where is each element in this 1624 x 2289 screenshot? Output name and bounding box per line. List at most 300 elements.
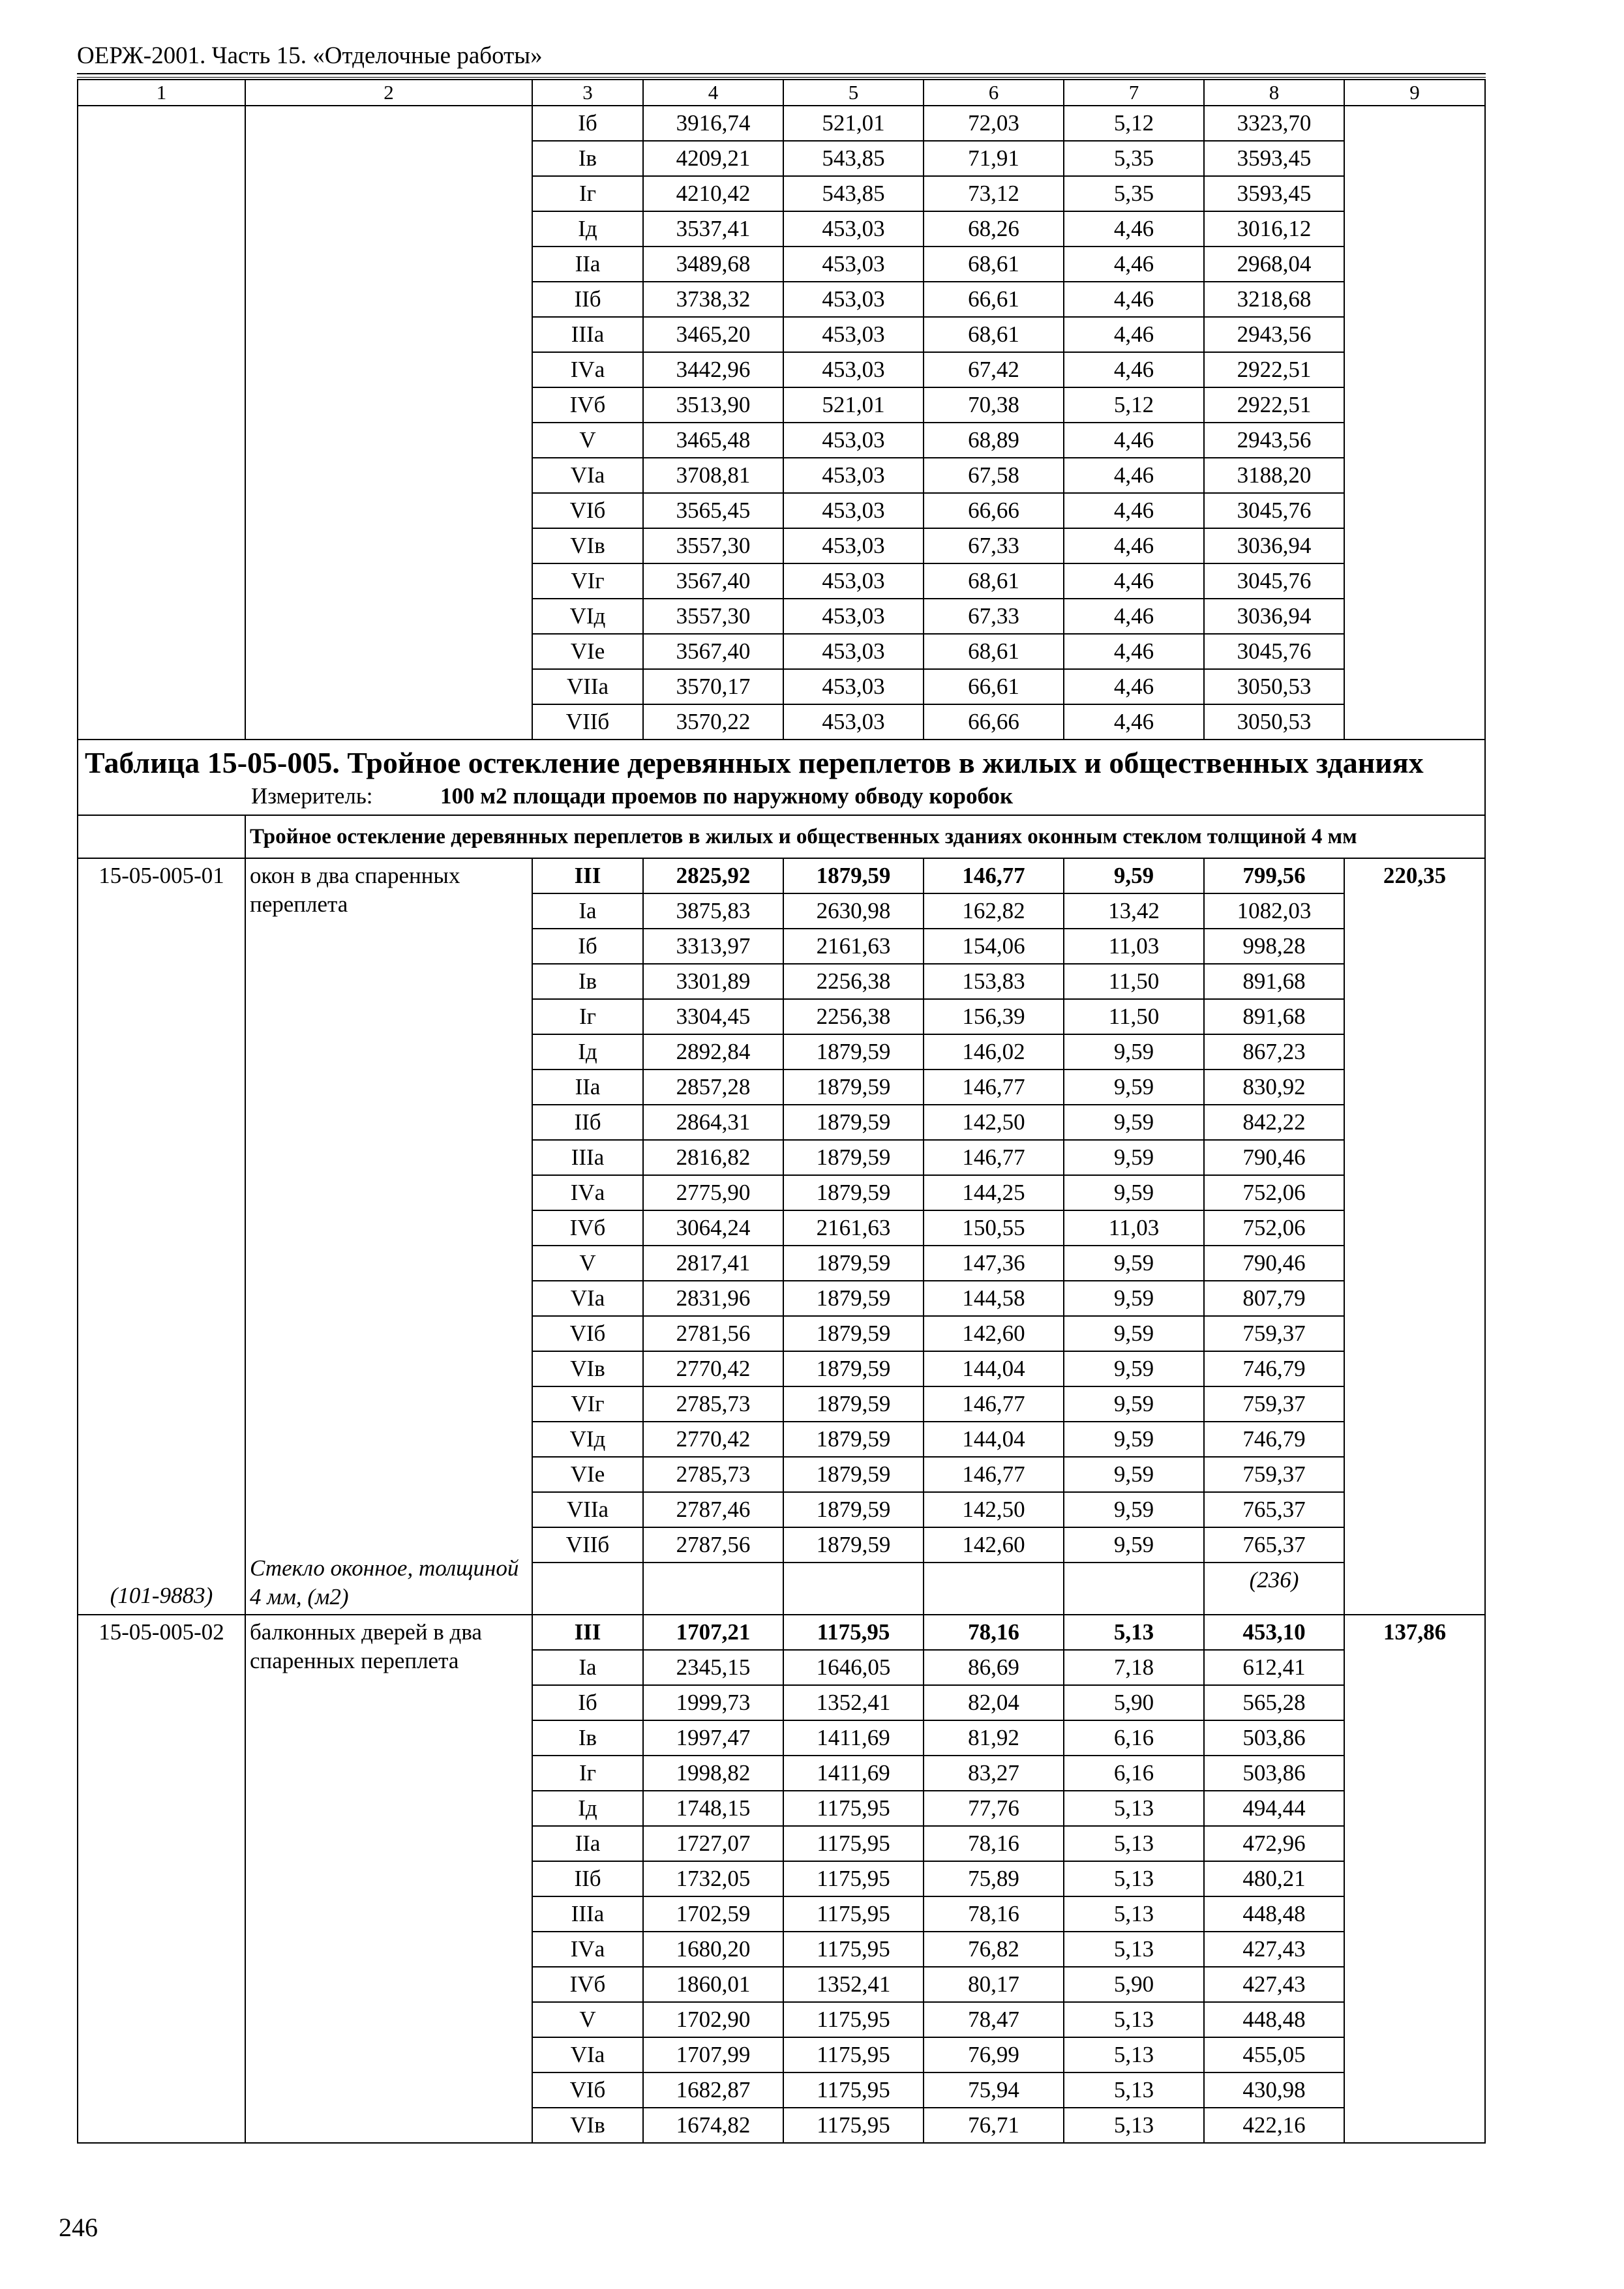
price-cell: 2775,90 (643, 1175, 783, 1210)
price-cell: 3218,68 (1204, 282, 1344, 317)
price-cell: 752,06 (1204, 1175, 1344, 1210)
price-cell: 5,13 (1064, 1932, 1204, 1967)
price-cell: 5,13 (1064, 1791, 1204, 1826)
price-cell: 759,37 (1204, 1316, 1344, 1351)
price-cell: 78,47 (924, 2002, 1064, 2037)
price-cell: 4,46 (1064, 211, 1204, 247)
price-cell: 146,02 (924, 1034, 1064, 1070)
price-cell: 867,23 (1204, 1034, 1344, 1070)
price-cell: 150,55 (924, 1210, 1064, 1246)
price-cell: 3323,70 (1204, 106, 1344, 141)
price-cell: 2770,42 (643, 1351, 783, 1386)
price-cell: 503,86 (1204, 1720, 1344, 1756)
price-cell: 3304,45 (643, 999, 783, 1034)
price-cell: 1411,69 (783, 1756, 924, 1791)
price-cell: 76,71 (924, 2108, 1064, 2143)
zone-cell: VIб (532, 1316, 643, 1351)
zone-cell: VIд (532, 599, 643, 634)
price-cell: 1175,95 (783, 2037, 924, 2072)
price-cell: 543,85 (783, 141, 924, 176)
price-cell: 521,01 (783, 387, 924, 423)
zone-cell: VIг (532, 563, 643, 599)
price-cell: 5,13 (1064, 2072, 1204, 2108)
code-cell (78, 106, 245, 740)
zone-cell: Iг (532, 999, 643, 1034)
item-code-cell (78, 1615, 245, 2143)
measure-line (85, 782, 1478, 811)
column-number-6: 6 (924, 80, 1064, 106)
price-cell: 2864,31 (643, 1105, 783, 1140)
price-cell: 77,76 (924, 1791, 1064, 1826)
price-cell: 68,89 (924, 423, 1064, 458)
price-cell: 3567,40 (643, 563, 783, 599)
price-cell: 3050,53 (1204, 704, 1344, 740)
price-cell: 9,59 (1064, 1105, 1204, 1140)
price-cell: 3188,20 (1204, 458, 1344, 493)
price-cell: 3513,90 (643, 387, 783, 423)
zone-cell: Iд (532, 1034, 643, 1070)
zone-cell: VIа (532, 2037, 643, 2072)
price-cell: 2922,51 (1204, 352, 1344, 387)
price-cell: 3016,12 (1204, 211, 1344, 247)
price-cell: 472,96 (1204, 1826, 1344, 1861)
price-cell: 891,68 (1204, 999, 1344, 1034)
price-cell: 146,77 (924, 1070, 1064, 1105)
price-cell: 2825,92 (643, 858, 783, 893)
price-cell: 3045,76 (1204, 493, 1344, 528)
price-cell: 68,61 (924, 317, 1064, 352)
price-cell: 11,50 (1064, 999, 1204, 1034)
table-row (78, 1615, 1485, 1650)
price-cell: 1702,59 (643, 1896, 783, 1932)
price-cell: 5,90 (1064, 1967, 1204, 2002)
price-cell: 1175,95 (783, 2108, 924, 2143)
price-cell: 78,16 (924, 1826, 1064, 1861)
price-cell: 453,03 (783, 423, 924, 458)
zone-cell: IVа (532, 1175, 643, 1210)
price-cell: 66,61 (924, 282, 1064, 317)
price-cell: 153,83 (924, 964, 1064, 999)
item-name: балконных дверей в два спаренных переплета (250, 1619, 482, 1673)
zone-cell: IVб (532, 387, 643, 423)
price-cell: 752,06 (1204, 1210, 1344, 1246)
resource-qty: (236) (1204, 1563, 1344, 1615)
price-cell: 78,16 (924, 1615, 1064, 1650)
price-cell: 2770,42 (643, 1422, 783, 1457)
zone-cell: Iб (532, 1685, 643, 1720)
price-cell: 842,22 (1204, 1105, 1344, 1140)
price-cell: 68,61 (924, 563, 1064, 599)
price-cell: 2345,15 (643, 1650, 783, 1685)
price-cell: 4,46 (1064, 423, 1204, 458)
price-cell: 9,59 (1064, 1492, 1204, 1527)
subtitle-row (78, 815, 1485, 858)
column-number-row (78, 80, 1485, 106)
zone-cell: V (532, 1246, 643, 1281)
price-cell: 3557,30 (643, 599, 783, 634)
zone-cell: Iв (532, 141, 643, 176)
price-cell: 1879,59 (783, 1175, 924, 1210)
price-cell: 2943,56 (1204, 317, 1344, 352)
zone-cell: V (532, 423, 643, 458)
zone-cell: IIа (532, 1826, 643, 1861)
zone-cell: IIIа (532, 1896, 643, 1932)
price-cell: 759,37 (1204, 1457, 1344, 1492)
price-cell: 5,13 (1064, 1896, 1204, 1932)
price-cell: 2968,04 (1204, 247, 1344, 282)
column-number-9: 9 (1344, 80, 1485, 106)
price-cell: 142,50 (924, 1492, 1064, 1527)
zone-cell: VIе (532, 1457, 643, 1492)
price-cell: 453,03 (783, 247, 924, 282)
price-cell: 1175,95 (783, 2002, 924, 2037)
price-cell: 3708,81 (643, 458, 783, 493)
zone-cell: Iб (532, 929, 643, 964)
price-cell: 2630,98 (783, 893, 924, 929)
price-cell: 453,03 (783, 704, 924, 740)
zone-cell: IIа (532, 247, 643, 282)
price-cell: 1879,59 (783, 1316, 924, 1351)
price-cell: 67,33 (924, 599, 1064, 634)
zone-cell: VIе (532, 634, 643, 669)
column-number-2: 2 (245, 80, 532, 106)
price-cell: 3875,83 (643, 893, 783, 929)
price-cell: 2787,56 (643, 1527, 783, 1563)
zone-cell: Iд (532, 1791, 643, 1826)
item-col9: 137,86 (1344, 1615, 1485, 2143)
price-cell: 11,50 (1064, 964, 1204, 999)
zone-cell: III (532, 858, 643, 893)
price-cell: 4209,21 (643, 141, 783, 176)
zone-cell: Iв (532, 1720, 643, 1756)
price-cell: 1879,59 (783, 1246, 924, 1281)
price-cell: 1999,73 (643, 1685, 783, 1720)
table-title-row (78, 740, 1485, 815)
price-cell: 830,92 (1204, 1070, 1344, 1105)
price-cell: 66,66 (924, 493, 1064, 528)
price-cell: 4,46 (1064, 282, 1204, 317)
zone-cell: VIIб (532, 1527, 643, 1563)
zone-cell: VIб (532, 493, 643, 528)
price-cell: 3442,96 (643, 352, 783, 387)
price-cell: 503,86 (1204, 1756, 1344, 1791)
price-cell: 9,59 (1064, 1422, 1204, 1457)
header-rule-thin (77, 77, 1486, 78)
price-cell: 3036,94 (1204, 599, 1344, 634)
price-cell: 5,12 (1064, 387, 1204, 423)
price-cell: 2922,51 (1204, 387, 1344, 423)
price-cell: 67,58 (924, 458, 1064, 493)
price-cell: 76,99 (924, 2037, 1064, 2072)
column-number-3: 3 (532, 80, 643, 106)
zone-cell: VIIа (532, 1492, 643, 1527)
price-cell: 144,58 (924, 1281, 1064, 1316)
price-cell: 9,59 (1064, 1351, 1204, 1386)
price-cell: 162,82 (924, 893, 1064, 929)
price-cell: 1879,59 (783, 858, 924, 893)
zone-cell: Iг (532, 1756, 643, 1791)
price-cell: 11,03 (1064, 1210, 1204, 1246)
price-cell: 5,35 (1064, 141, 1204, 176)
price-cell: 427,43 (1204, 1967, 1344, 2002)
zone-cell: IIIа (532, 317, 643, 352)
price-cell: 146,77 (924, 1386, 1064, 1422)
price-cell: 1682,87 (643, 2072, 783, 2108)
price-cell: 1879,59 (783, 1527, 924, 1563)
zone-cell: VIв (532, 528, 643, 563)
zone-cell: IVа (532, 352, 643, 387)
zone-cell: Iа (532, 1650, 643, 1685)
price-cell: 3537,41 (643, 211, 783, 247)
item-code: 15-05-005-02 (98, 1619, 224, 1645)
zone-cell: VIIа (532, 669, 643, 704)
resource-empty-cell (783, 1563, 924, 1615)
price-cell: 66,66 (924, 704, 1064, 740)
price-cell: 765,37 (1204, 1527, 1344, 1563)
price-cell: 70,38 (924, 387, 1064, 423)
price-cell: 66,61 (924, 669, 1064, 704)
price-cell: 154,06 (924, 929, 1064, 964)
price-cell: 1082,03 (1204, 893, 1344, 929)
price-cell: 156,39 (924, 999, 1064, 1034)
price-cell: 3570,22 (643, 704, 783, 740)
price-cell: 1860,01 (643, 1967, 783, 2002)
price-cell: 453,03 (783, 634, 924, 669)
price-cell: 453,03 (783, 211, 924, 247)
price-cell: 1879,59 (783, 1034, 924, 1070)
price-cell: 5,13 (1064, 1861, 1204, 1896)
price-cell: 4210,42 (643, 176, 783, 211)
price-cell: 455,05 (1204, 2037, 1344, 2072)
price-cell: 494,44 (1204, 1791, 1344, 1826)
zone-cell: Iа (532, 893, 643, 929)
zone-cell: VIа (532, 1281, 643, 1316)
price-cell: 75,94 (924, 2072, 1064, 2108)
price-cell: 480,21 (1204, 1861, 1344, 1896)
zone-cell: VIIб (532, 704, 643, 740)
price-cell: 5,13 (1064, 2002, 1204, 2037)
zone-cell: VIг (532, 1386, 643, 1422)
price-cell: 146,77 (924, 1457, 1064, 1492)
price-cell: 9,59 (1064, 1175, 1204, 1210)
price-cell: 3570,17 (643, 669, 783, 704)
price-cell: 3064,24 (643, 1210, 783, 1246)
price-cell: 448,48 (1204, 1896, 1344, 1932)
price-cell: 4,46 (1064, 599, 1204, 634)
price-cell: 9,59 (1064, 1386, 1204, 1422)
column-number-7: 7 (1064, 80, 1204, 106)
price-cell: 430,98 (1204, 2072, 1344, 2108)
subtitle-spacer (78, 815, 245, 858)
price-cell: 1879,59 (783, 1457, 924, 1492)
price-cell: 453,03 (783, 669, 924, 704)
price-cell: 998,28 (1204, 929, 1344, 964)
header-rule (77, 73, 1486, 74)
zone-cell: VIа (532, 458, 643, 493)
price-cell: 1879,59 (783, 1386, 924, 1422)
price-cell: 4,46 (1064, 704, 1204, 740)
price-cell: 146,77 (924, 858, 1064, 893)
rates-table (77, 79, 1486, 2144)
price-cell: 453,03 (783, 599, 924, 634)
price-cell: 11,03 (1064, 929, 1204, 964)
price-cell: 2161,63 (783, 929, 924, 964)
price-cell: 4,46 (1064, 669, 1204, 704)
price-cell: 2256,38 (783, 964, 924, 999)
price-cell: 612,41 (1204, 1650, 1344, 1685)
price-cell: 453,03 (783, 282, 924, 317)
price-cell: 9,59 (1064, 1457, 1204, 1492)
zone-cell: VIб (532, 2072, 643, 2108)
price-cell: 144,25 (924, 1175, 1064, 1210)
price-cell: 3489,68 (643, 247, 783, 282)
price-cell: 5,90 (1064, 1685, 1204, 1720)
resource-empty-cell (1064, 1563, 1204, 1615)
price-cell: 807,79 (1204, 1281, 1344, 1316)
price-cell: 1707,99 (643, 2037, 783, 2072)
price-cell: 6,16 (1064, 1720, 1204, 1756)
zone-cell: IVб (532, 1210, 643, 1246)
price-cell: 1175,95 (783, 2072, 924, 2108)
zone-cell: IVб (532, 1967, 643, 2002)
zone-cell: IIа (532, 1070, 643, 1105)
price-cell: 453,03 (783, 563, 924, 599)
column-number-5: 5 (783, 80, 924, 106)
item-name: окон в два спаренных переплета (250, 863, 460, 917)
price-cell: 3036,94 (1204, 528, 1344, 563)
resource-code: (101-9883) (110, 1583, 213, 1608)
zone-cell: VIд (532, 1422, 643, 1457)
price-cell: 9,59 (1064, 1246, 1204, 1281)
price-cell: 1879,59 (783, 1105, 924, 1140)
price-cell: 453,03 (783, 317, 924, 352)
zone-cell: IIб (532, 282, 643, 317)
table-title (78, 740, 1485, 815)
price-cell: 142,60 (924, 1527, 1064, 1563)
zone-cell: IIб (532, 1105, 643, 1140)
price-cell: 3565,45 (643, 493, 783, 528)
price-cell: 1175,95 (783, 1861, 924, 1896)
measure-label: Измеритель: (251, 783, 373, 809)
price-cell: 790,46 (1204, 1140, 1344, 1175)
price-cell: 5,13 (1064, 1615, 1204, 1650)
price-cell: 147,36 (924, 1246, 1064, 1281)
price-cell: 68,61 (924, 634, 1064, 669)
price-cell: 78,16 (924, 1896, 1064, 1932)
item-col9: 220,35 (1344, 858, 1485, 1615)
measure-value: 100 м2 площади проемов по наружному обводу коробок (440, 783, 1014, 809)
price-cell: 6,16 (1064, 1756, 1204, 1791)
price-cell: 1175,95 (783, 1791, 924, 1826)
price-cell: 3050,53 (1204, 669, 1344, 704)
price-cell: 521,01 (783, 106, 924, 141)
price-cell: 2857,28 (643, 1070, 783, 1105)
price-cell: 1680,20 (643, 1932, 783, 1967)
subtitle: Тройное остекление деревянных переплетов в жилых и общественных зданиях оконным стеклом толщиной 4 мм (245, 815, 1485, 858)
price-cell: 4,46 (1064, 458, 1204, 493)
price-cell: 3465,48 (643, 423, 783, 458)
price-cell: 746,79 (1204, 1351, 1344, 1386)
price-cell: 3557,30 (643, 528, 783, 563)
zone-cell: IIIа (532, 1140, 643, 1175)
price-cell: 9,59 (1064, 1140, 1204, 1175)
price-cell: 82,04 (924, 1685, 1064, 1720)
price-cell: 1748,15 (643, 1791, 783, 1826)
zone-cell: VIв (532, 2108, 643, 2143)
price-cell: 799,56 (1204, 858, 1344, 893)
price-cell: 142,60 (924, 1316, 1064, 1351)
price-cell: 2785,73 (643, 1386, 783, 1422)
price-cell: 1674,82 (643, 2108, 783, 2143)
price-cell: 759,37 (1204, 1386, 1344, 1422)
item-code-cell (78, 858, 245, 1615)
price-cell: 72,03 (924, 106, 1064, 141)
price-cell: 1879,59 (783, 1492, 924, 1527)
page-number: 246 (59, 2213, 98, 2242)
price-cell: 448,48 (1204, 2002, 1344, 2037)
price-cell: 1175,95 (783, 1615, 924, 1650)
price-cell: 1732,05 (643, 1861, 783, 1896)
zone-cell: IVа (532, 1932, 643, 1967)
price-cell: 1879,59 (783, 1281, 924, 1316)
price-cell: 3313,97 (643, 929, 783, 964)
price-cell: 9,59 (1064, 1527, 1204, 1563)
price-cell: 86,69 (924, 1650, 1064, 1685)
price-cell: 4,46 (1064, 247, 1204, 282)
price-cell: 75,89 (924, 1861, 1064, 1896)
price-cell: 1879,59 (783, 1140, 924, 1175)
price-cell: 4,46 (1064, 563, 1204, 599)
price-cell: 1879,59 (783, 1422, 924, 1457)
table-row (78, 106, 1485, 141)
price-cell: 3465,20 (643, 317, 783, 352)
price-cell: 1175,95 (783, 1826, 924, 1861)
price-cell: 144,04 (924, 1422, 1064, 1457)
price-cell: 5,35 (1064, 176, 1204, 211)
price-cell: 891,68 (1204, 964, 1344, 999)
resource-empty-cell (924, 1563, 1064, 1615)
zone-cell: Iв (532, 964, 643, 999)
price-cell: 7,18 (1064, 1650, 1204, 1685)
price-cell: 543,85 (783, 176, 924, 211)
price-cell: 1998,82 (643, 1756, 783, 1791)
price-cell: 2787,46 (643, 1492, 783, 1527)
zone-cell: VIв (532, 1351, 643, 1386)
price-cell: 2256,38 (783, 999, 924, 1034)
col9-cell (1344, 106, 1485, 740)
price-cell: 3593,45 (1204, 141, 1344, 176)
price-cell: 3916,74 (643, 106, 783, 141)
document-header: ОЕРЖ-2001. Часть 15. «Отделочные работы» (77, 42, 543, 69)
table-title-text: Таблица 15-05-005. Тройное остекление деревянных переплетов в жилых и общественных зданиях (85, 746, 1424, 779)
column-number-4: 4 (643, 80, 783, 106)
price-cell: 2816,82 (643, 1140, 783, 1175)
price-cell: 4,46 (1064, 352, 1204, 387)
zone-cell: Iб (532, 106, 643, 141)
price-cell: 5,12 (1064, 106, 1204, 141)
price-cell: 67,42 (924, 352, 1064, 387)
price-cell: 68,26 (924, 211, 1064, 247)
zone-cell: III (532, 1615, 643, 1650)
price-cell: 1879,59 (783, 1351, 924, 1386)
price-cell: 67,33 (924, 528, 1064, 563)
zone-cell: IIб (532, 1861, 643, 1896)
price-cell: 4,46 (1064, 317, 1204, 352)
price-cell: 765,37 (1204, 1492, 1344, 1527)
resource-empty-cell (643, 1563, 783, 1615)
price-cell: 453,10 (1204, 1615, 1344, 1650)
price-cell: 80,17 (924, 1967, 1064, 2002)
